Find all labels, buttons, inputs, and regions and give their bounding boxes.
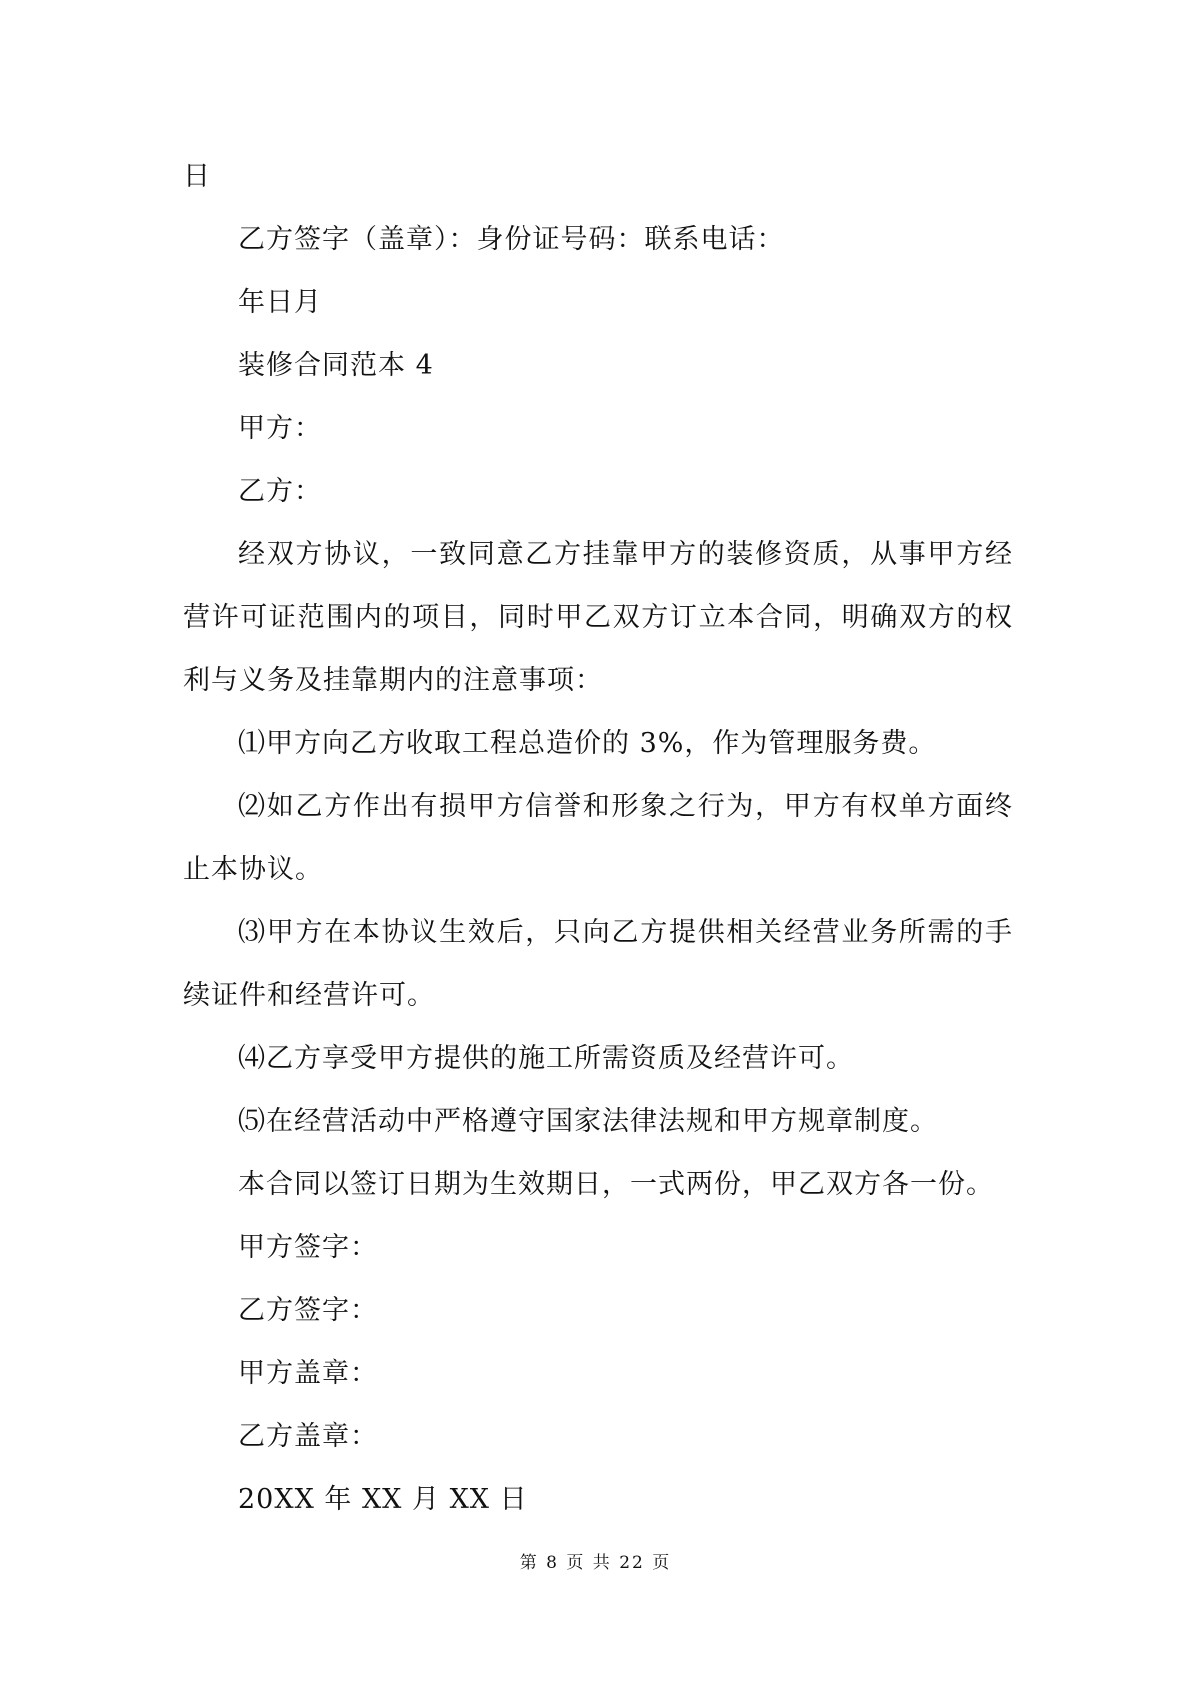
party-a-line: 甲方：	[238, 413, 322, 444]
document-body	[183, 145, 1013, 1531]
party-b-signature: 乙方签字：	[238, 1295, 378, 1326]
clause-3: ⑶甲方在本协议生效后，只向乙方提供相关经营业务所需的手续证件和经营许可。	[183, 917, 1013, 1011]
party-b-signature-line: 乙方签字（盖章）：身份证号码：联系电话：	[238, 224, 785, 255]
clause-5: ⑸在经营活动中严格遵守国家法律法规和甲方规章制度。	[238, 1106, 938, 1137]
section-title: 装修合同范本 4	[238, 350, 434, 381]
page-number: 第 8 页 共 22 页	[519, 1553, 672, 1573]
clause-2: ⑵如乙方作出有损甲方信誉和形象之行为，甲方有权单方面终止本协议。	[183, 791, 1013, 885]
clause-1: ⑴甲方向乙方收取工程总造价的 3%，作为管理服务费。	[238, 728, 937, 759]
contract-date: 20XX 年 XX 月 XX 日	[238, 1484, 528, 1515]
clause-4: ⑷乙方享受甲方提供的施工所需资质及经营许可。	[238, 1043, 854, 1074]
text-line: 日	[183, 161, 211, 192]
party-a-seal: 甲方盖章：	[238, 1358, 378, 1389]
party-b-line: 乙方：	[238, 476, 322, 507]
party-a-signature: 甲方签字：	[238, 1232, 378, 1263]
effective-clause: 本合同以签订日期为生效期日，一式两份，甲乙双方各一份。	[238, 1169, 994, 1200]
party-b-seal: 乙方盖章：	[238, 1421, 378, 1452]
date-line: 年日月	[238, 287, 322, 318]
agreement-paragraph: 经双方协议，一致同意乙方挂靠甲方的装修资质，从事甲方经营许可证范围内的项目，同时甲乙双方订立本合同，明确双方的权利与义务及挂靠期内的注意事项：	[183, 539, 1013, 696]
